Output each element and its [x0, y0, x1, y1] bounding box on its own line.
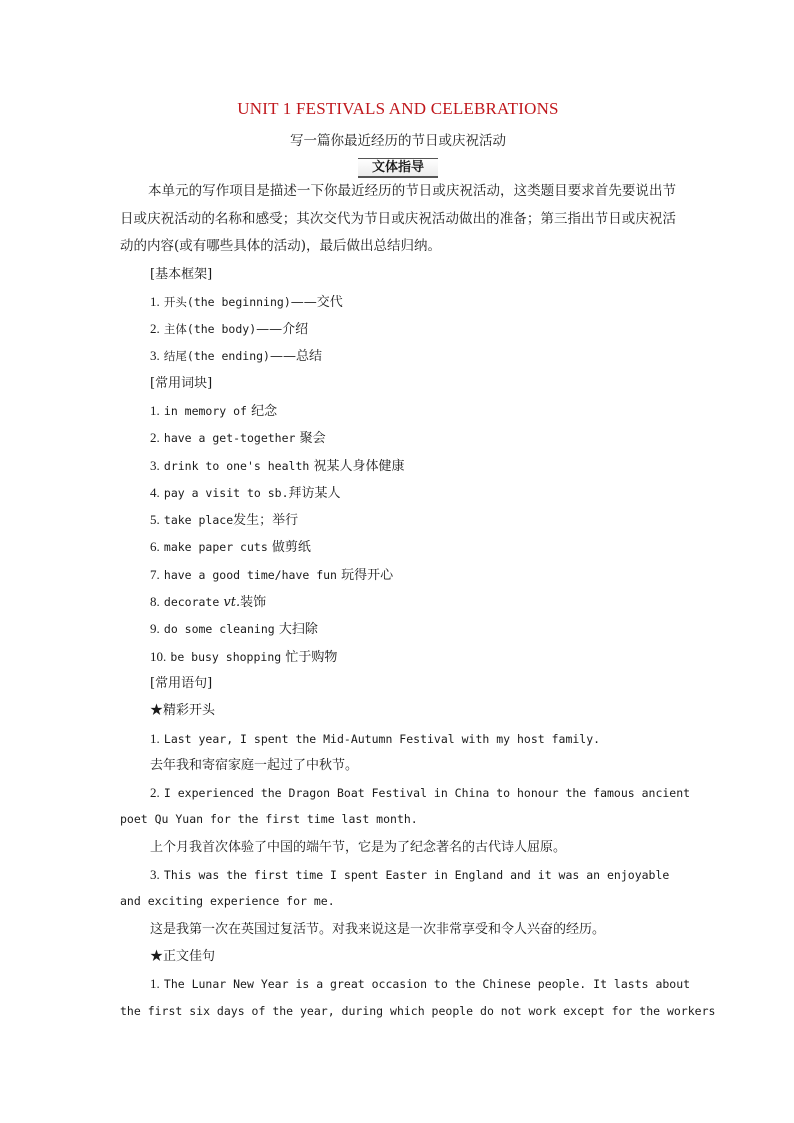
opening-sentence-en: 2. I experienced the Dragon Boat Festival in China to honour the famous ancient	[150, 785, 691, 801]
phrase-item: 8. decorate vt.装饰	[150, 594, 267, 611]
phrase-item: 7. have a good time/have fun 玩得开心	[150, 566, 394, 583]
phrase-item: 6. make paper cuts 做剪纸	[150, 539, 311, 556]
phrase-item: 9. do some cleaning 大扫除	[150, 621, 318, 638]
opening-sentence-zh: 上个月我首次体验了中国的端午节，它是为了纪念著名的古代诗人屈原。	[150, 839, 567, 855]
phrase-item: 2. have a get-together 聚会	[150, 430, 326, 447]
body-sentence-en: 1. The Lunar New Year is a great occasion to the Chinese people. It lasts about	[150, 976, 691, 992]
sentences-heading: [常用语句]	[150, 675, 213, 691]
framework-item: 2. 主体(the body)——介绍	[150, 321, 309, 338]
phrase-item: 4. pay a visit to sb.拜访某人	[150, 484, 341, 501]
section-banner-wrap	[120, 156, 676, 178]
page-title: UNIT 1 FESTIVALS AND CELEBRATIONS	[237, 99, 559, 118]
framework-heading: [基本框架]	[150, 266, 213, 282]
page-subtitle: 写一篇你最近经历的节日或庆祝活动	[290, 133, 506, 149]
opening-sentence-en-cont: and exciting experience for me.	[120, 894, 335, 909]
phrase-item: 5. take place发生；举行	[150, 512, 299, 529]
document-content	[120, 96, 716, 1025]
phrase-item: 1. in memory of 纪念	[150, 402, 278, 419]
opening-sentence-en: 3. This was the first time I spent Easter in England and it was an enjoyable	[150, 867, 670, 883]
body-heading: ★正文佳句	[150, 948, 216, 964]
phrases-heading: [常用词块]	[150, 375, 213, 391]
opening-sentence-zh: 这是我第一次在英国过复活节。对我来说这是一次非常享受和令人兴奋的经历。	[150, 921, 606, 937]
section-banner: 文体指导	[358, 158, 438, 178]
opening-sentence-zh: 去年我和寄宿家庭一起过了中秋节。	[150, 757, 359, 773]
body-sentence-en-cont: the first six days of the year, during which people do not work except for the workers	[120, 1003, 716, 1018]
framework-item: 1. 开头(the beginning)——交代	[150, 293, 343, 310]
framework-item: 3. 结尾(the ending)——总结	[150, 348, 322, 365]
opening-sentence-en-cont: poet Qu Yuan for the first time last month.	[120, 812, 418, 827]
phrase-item: 3. drink to one's health 祝某人身体健康	[150, 457, 405, 474]
opening-heading: ★精彩开头	[150, 703, 216, 719]
intro-paragraph: 本单元的写作项目是描述一下你最近经历的节日或庆祝活动，这类题目要求首先要说出节日或庆祝活动的名称和感受；其次交代为节日或庆祝活动做出的准备；第三指出节日或庆祝活动的内容(或有哪些具体的活动)，最后做出总结归纳。	[120, 183, 676, 254]
phrase-item: 10. be busy shopping 忙于购物	[150, 648, 338, 665]
opening-sentence-en: 1. Last year, I spent the Mid-Autumn Festival with my host family.	[150, 730, 601, 746]
